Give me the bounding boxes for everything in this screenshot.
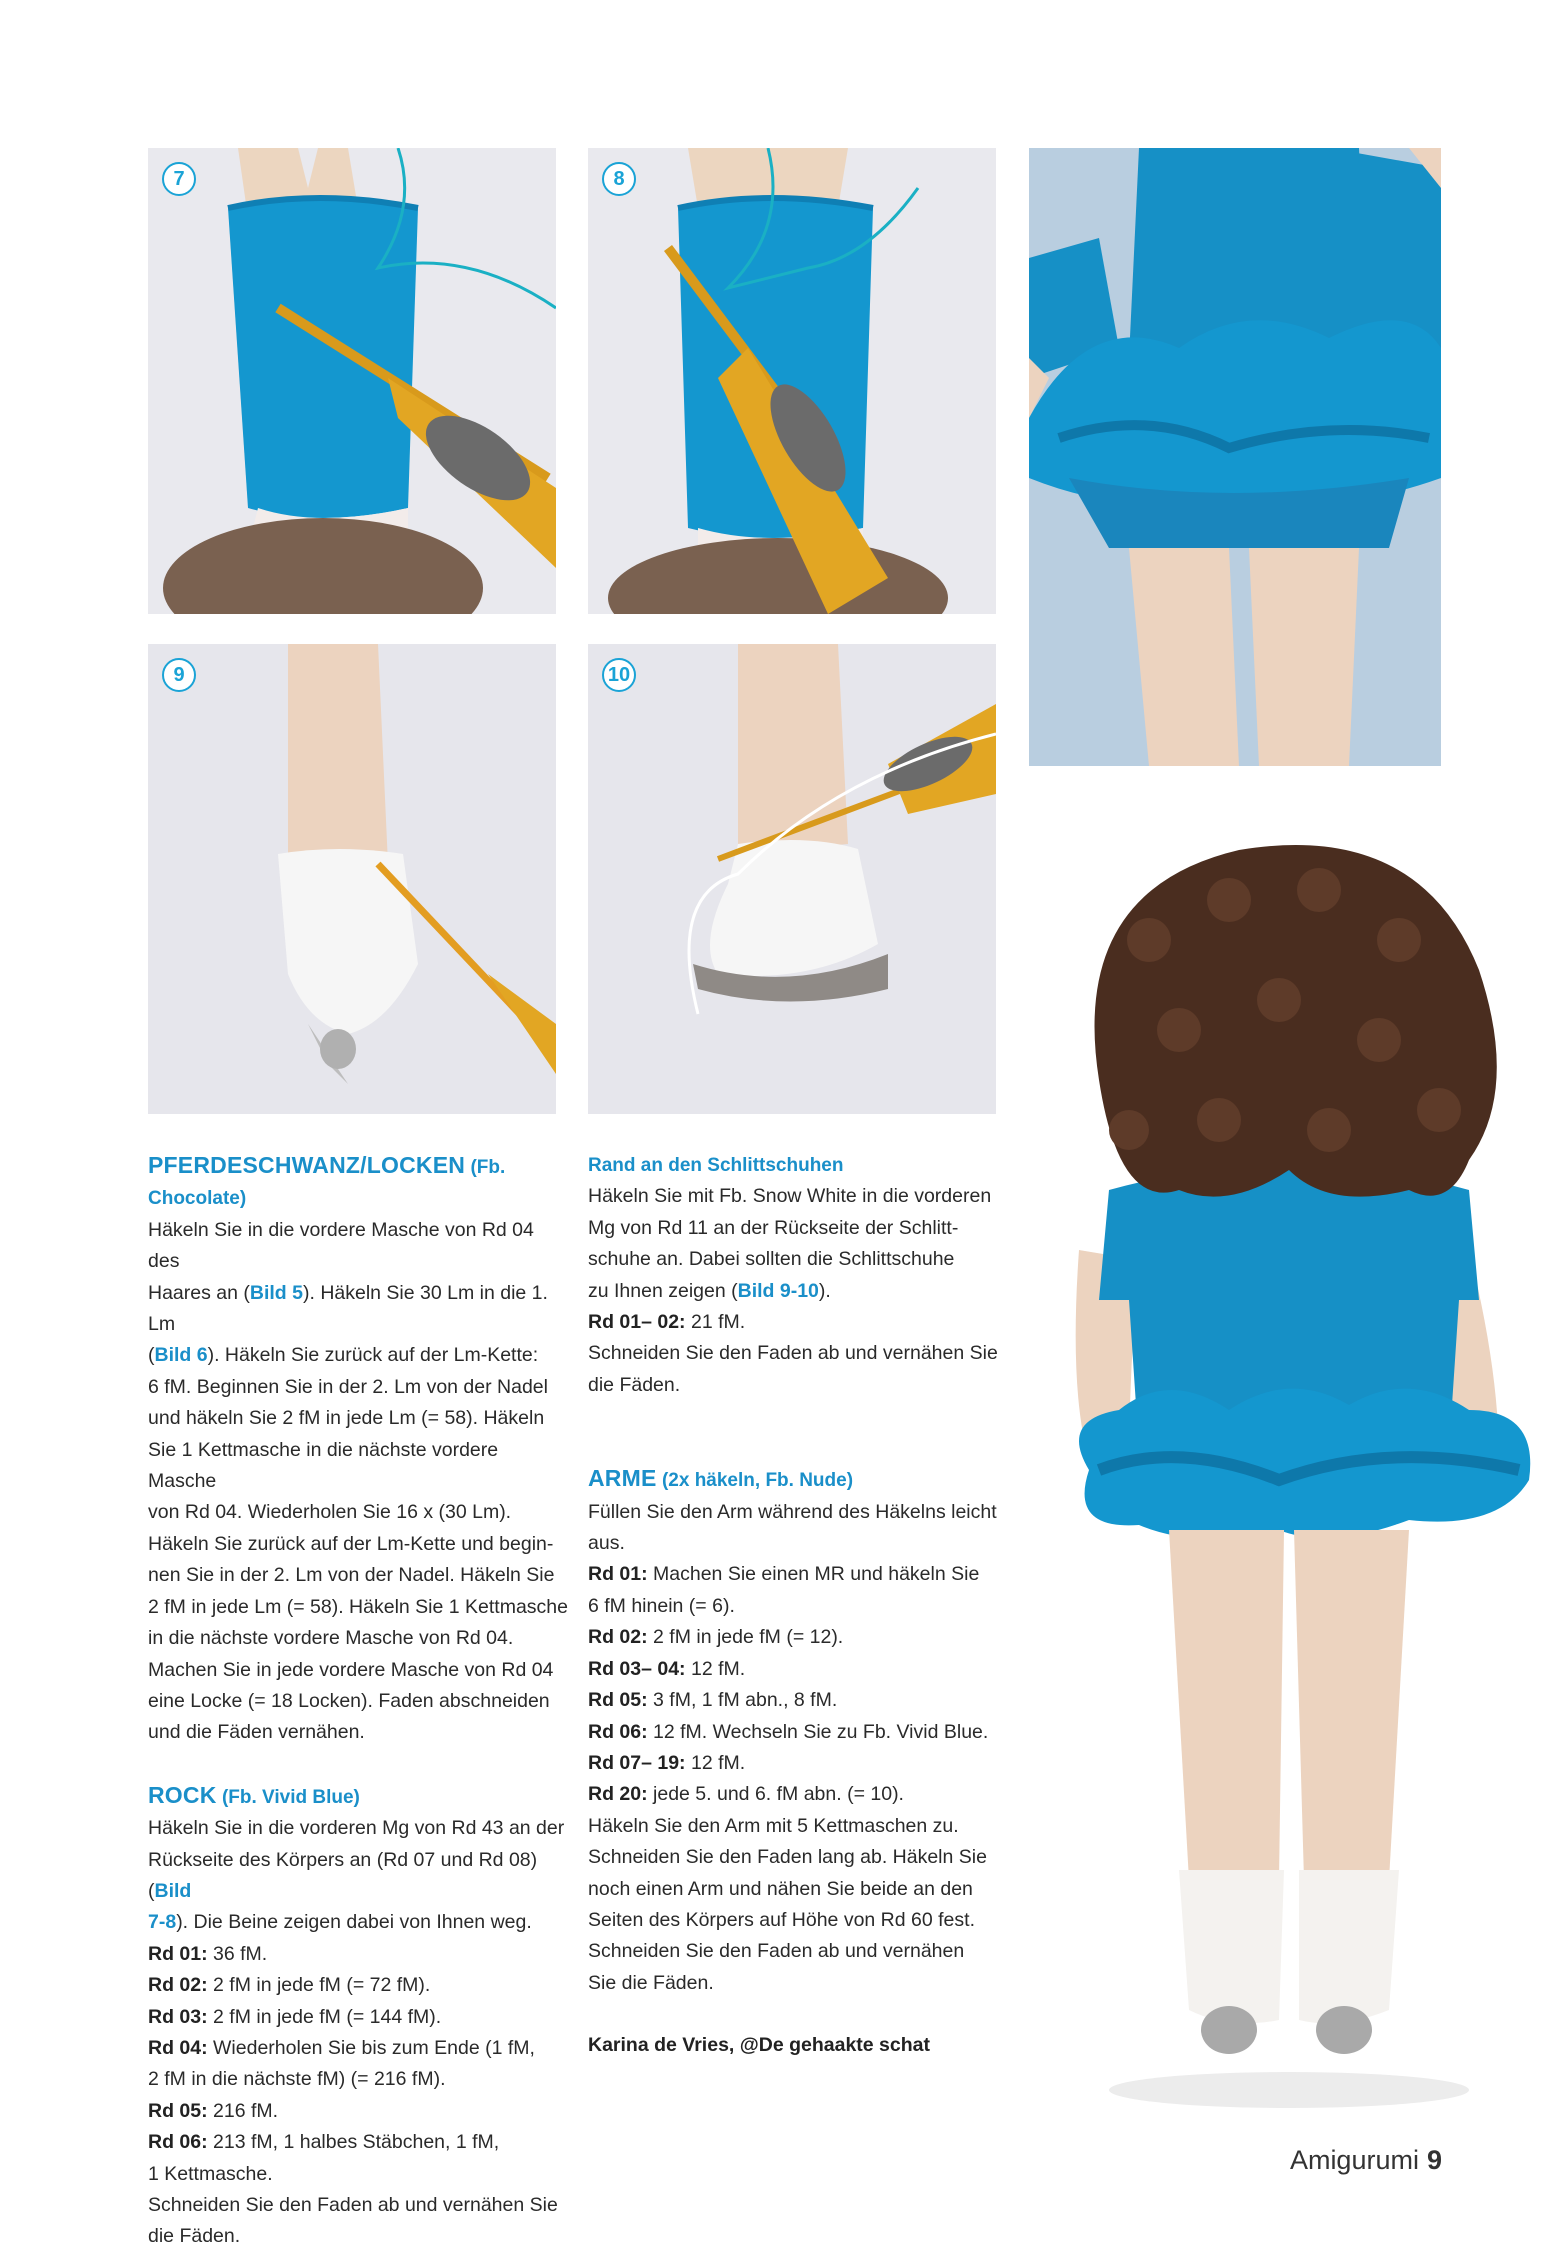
round-line	[148, 2127, 568, 2158]
text-line: Häkeln Sie in die vordere Masche von Rd 04 des	[148, 1218, 534, 1273]
round-line	[148, 2096, 568, 2127]
round-line	[148, 2002, 568, 2033]
text-line	[148, 1907, 568, 1938]
photo-doll-back	[1029, 830, 1549, 2120]
author-credit-text: Karina de Vries, @De gehaakte schat	[588, 2034, 931, 2057]
text-line: und die Fäden vernähen.	[148, 1721, 365, 1744]
step-badge-7: 7	[162, 162, 196, 196]
round-label: Rd 06:	[588, 1720, 648, 1743]
heading-rand-schlittschuhe	[588, 1150, 1008, 1181]
text-column-right	[588, 1150, 1008, 2062]
round-line	[588, 1685, 1008, 1716]
round-label: Rd 02:	[148, 1974, 208, 1997]
figure-ref: 7-8	[148, 1911, 177, 1934]
text-line: Sie die Fäden.	[588, 1971, 714, 1994]
round-text: 21 fM.	[685, 1311, 746, 1334]
round-text: jede 5. und 6. fM abn. (= 10).	[647, 1783, 904, 1806]
text-fragment: (	[148, 1344, 155, 1367]
round-text: Machen Sie einen MR und häkeln Sie	[647, 1563, 980, 1586]
figure-ref: Bild 5	[249, 1281, 303, 1304]
round-label: Rd 05:	[148, 2099, 208, 2122]
heading-pferdeschwanz-color: (Fb. Chocolate)	[148, 1157, 506, 1210]
spacer	[588, 1432, 1008, 1463]
round-label: Rd 01– 02:	[588, 1311, 686, 1334]
round-line-cont: 6 fM hinein (= 6).	[588, 1594, 735, 1617]
text-line: Häkeln Sie zurück auf der Lm-Kette und begin-	[148, 1532, 554, 1555]
round-line	[588, 1748, 1008, 1779]
round-text: 12 fM. Wechseln Sie zu Fb. Vivid Blue.	[647, 1720, 989, 1743]
text-fragment: zu Ihnen zeigen (	[588, 1279, 738, 1302]
text-line: die Fäden.	[148, 2225, 241, 2248]
text-column-left	[148, 1150, 568, 2253]
heading-rock-color: (Fb. Vivid Blue)	[221, 1786, 360, 1808]
magazine-name: Amigurumi	[1289, 2145, 1419, 2175]
round-text: Wiederholen Sie bis zum Ende (1 fM,	[207, 2036, 535, 2059]
round-label: Rd 06:	[148, 2131, 208, 2154]
round-line	[588, 1654, 1008, 1685]
round-label: Rd 03– 04:	[588, 1657, 686, 1680]
round-text: 216 fM.	[207, 2099, 279, 2122]
round-line-cont: 1 Kettmasche.	[148, 2162, 273, 2185]
text-fragment: ).	[818, 1279, 831, 1302]
heading-arme-color: (2x häkeln, Fb. Nude)	[661, 1470, 854, 1492]
page-number: 9	[1426, 2145, 1442, 2175]
round-label: Rd 07– 19:	[588, 1751, 686, 1774]
heading-pferdeschwanz-title: PFERDESCHWANZ/LOCKEN	[148, 1152, 466, 1178]
round-text: 12 fM.	[685, 1657, 746, 1680]
text-line: Seiten des Körpers auf Höhe von Rd 60 fest.	[588, 1908, 975, 1931]
text-fragment: ). Häkeln Sie zurück auf der Lm-Kette:	[207, 1344, 539, 1367]
round-line	[148, 1939, 568, 1970]
text-line: Schneiden Sie den Faden ab und vernähen	[588, 1940, 965, 1963]
round-label: Rd 02:	[588, 1626, 648, 1649]
photo-skirt-detail	[1029, 148, 1441, 766]
round-line	[588, 1622, 1008, 1653]
step-badge-10: 10	[602, 658, 636, 692]
step-badge-8: 8	[602, 162, 636, 196]
round-label: Rd 01:	[588, 1563, 648, 1586]
spacer	[588, 1999, 1008, 2030]
photo-step-8	[588, 148, 996, 614]
text-line: Häkeln Sie mit Fb. Snow White in die vorderen	[588, 1185, 992, 1208]
step-badge-9: 9	[162, 658, 196, 692]
round-label: Rd 04:	[148, 2036, 208, 2059]
text-line: Schneiden Sie den Faden lang ab. Häkeln Sie	[588, 1846, 987, 1869]
photo-step-9	[148, 644, 556, 1114]
text-line: Machen Sie in jede vordere Masche von Rd 04	[148, 1658, 554, 1681]
heading-arme	[588, 1463, 1008, 1496]
text-fragment: Haares an (	[148, 1281, 250, 1304]
spacer	[148, 1749, 568, 1780]
round-label: Rd 05:	[588, 1689, 648, 1712]
round-text: 12 fM.	[685, 1751, 746, 1774]
page-footer	[1290, 2145, 1442, 2176]
text-line: und häkeln Sie 2 fM in jede Lm (= 58). Häkeln	[148, 1407, 545, 1430]
round-text: 3 fM, 1 fM abn., 8 fM.	[647, 1689, 838, 1712]
round-text: 2 fM in jede fM (= 72 fM).	[207, 1974, 431, 1997]
heading-rock	[148, 1780, 568, 1813]
text-fragment: ). Die Beine zeigen dabei von Ihnen weg.	[176, 1911, 532, 1934]
figure-ref: Bild	[154, 1879, 192, 1902]
heading-arme-title: ARME	[588, 1465, 657, 1492]
text-line: Schneiden Sie den Faden ab und vernähen Sie	[588, 1342, 998, 1365]
round-line	[588, 1307, 1008, 1338]
figure-ref: Bild 6	[154, 1344, 208, 1367]
text-line	[148, 1278, 568, 1341]
text-fragment: Rückseite des Körpers an (Rd 07 und Rd 08) (	[148, 1848, 538, 1902]
heading-rock-title: ROCK	[148, 1781, 217, 1808]
photo-step-10	[588, 644, 996, 1114]
text-line: Füllen Sie den Arm während des Häkelns leicht	[588, 1500, 997, 1523]
round-text: 2 fM in jede fM (= 12).	[647, 1626, 844, 1649]
round-label: Rd 01:	[148, 1942, 208, 1965]
author-credit	[588, 2030, 1008, 2061]
text-line: die Fäden.	[588, 1373, 681, 1396]
figure-ref: Bild 9-10	[737, 1279, 819, 1302]
round-line	[588, 1559, 1008, 1590]
text-line: nen Sie in der 2. Lm von der Nadel. Häkeln Sie	[148, 1564, 555, 1587]
round-line	[148, 1970, 568, 2001]
heading-pferdeschwanz	[148, 1150, 568, 1215]
text-line: eine Locke (= 18 Locken). Faden abschneiden	[148, 1689, 550, 1712]
text-line: Sie 1 Kettmasche in die nächste vordere Masche	[148, 1438, 499, 1493]
spacer	[588, 1401, 1008, 1432]
text-line: 6 fM. Beginnen Sie in der 2. Lm von der Nadel	[148, 1375, 548, 1398]
text-line	[148, 1340, 568, 1371]
round-line	[588, 1779, 1008, 1810]
round-text: 2 fM in jede fM (= 144 fM).	[207, 2005, 442, 2028]
text-line: Schneiden Sie den Faden ab und vernähen Sie	[148, 2194, 558, 2216]
round-line-cont: 2 fM in die nächste fM) (= 216 fM).	[148, 2068, 446, 2091]
round-text: 36 fM.	[207, 1942, 268, 1965]
text-line	[148, 1845, 568, 1908]
heading-rand-title: Rand an den Schlittschuhen	[588, 1155, 844, 1176]
text-line: noch einen Arm und nähen Sie beide an den	[588, 1877, 973, 1900]
text-line: schuhe an. Dabei sollten die Schlittschuhe	[588, 1248, 955, 1271]
text-line: in die nächste vordere Masche von Rd 04.	[148, 1627, 514, 1650]
round-line	[588, 1717, 1008, 1748]
text-line: 2 fM in jede Lm (= 58). Häkeln Sie 1 Kettmasche	[148, 1595, 568, 1618]
text-fragment: ). Häkeln Sie 30 Lm in die 1. Lm	[148, 1281, 548, 1336]
text-line: von Rd 04. Wiederholen Sie 16 x (30 Lm).	[148, 1501, 512, 1524]
round-text: 213 fM, 1 halbes Stäbchen, 1 fM,	[207, 2131, 500, 2154]
text-line: Mg von Rd 11 an der Rückseite der Schlitt-	[588, 1216, 959, 1239]
text-line: Häkeln Sie in die vorderen Mg von Rd 43 an der	[148, 1817, 565, 1840]
round-label: Rd 20:	[588, 1783, 648, 1806]
round-line	[148, 2033, 568, 2064]
round-label: Rd 03:	[148, 2005, 208, 2028]
text-line: Häkeln Sie den Arm mit 5 Kettmaschen zu.	[588, 1814, 959, 1837]
text-line: aus.	[588, 1532, 625, 1555]
photo-step-7	[148, 148, 556, 614]
text-line	[588, 1276, 1008, 1307]
